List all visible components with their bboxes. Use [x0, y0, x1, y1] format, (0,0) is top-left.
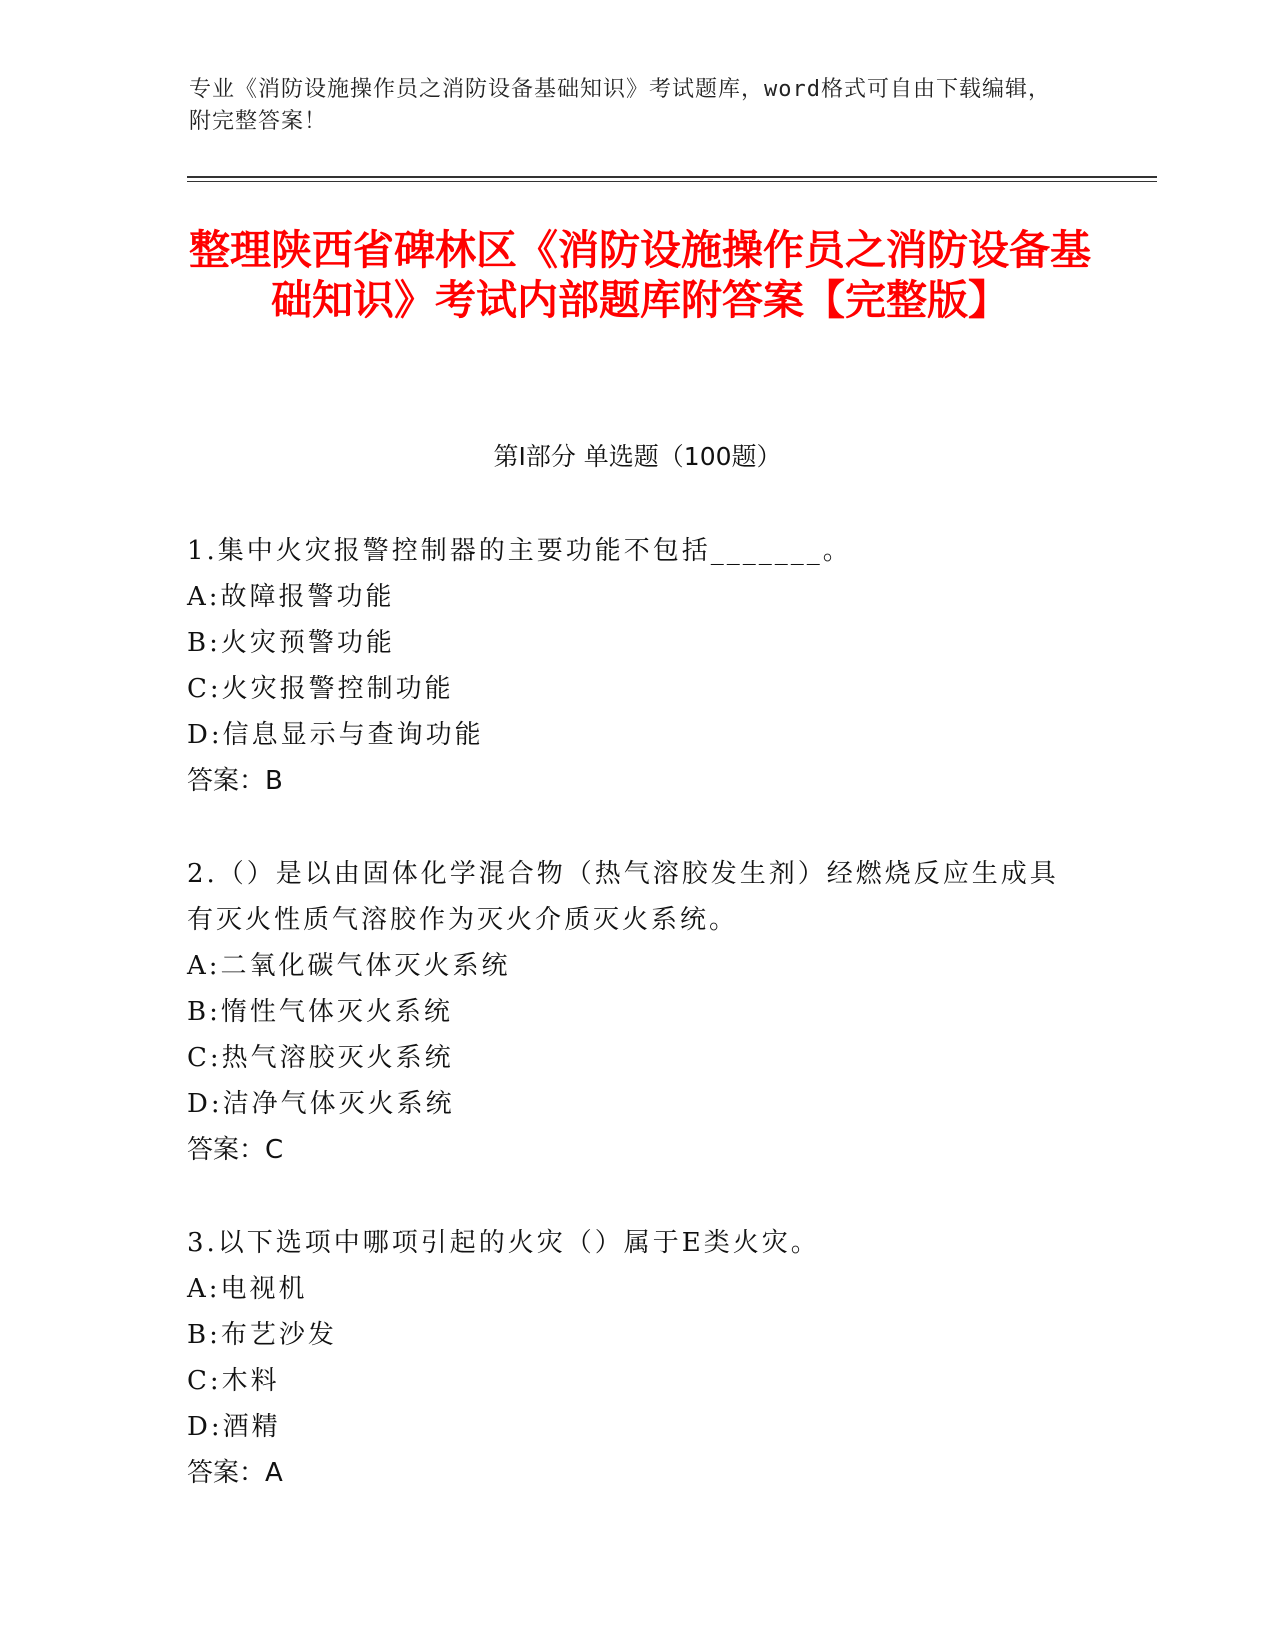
option-a: A:二氧化碳气体灭火系统 [187, 951, 511, 981]
answer: 答案：B [187, 766, 283, 796]
section-heading: 第Ⅰ部分 单选题（100题） [493, 442, 782, 471]
question-stem: 2.（）是以由固体化学混合物（热气溶胶发生剂）经燃烧反应生成具有灭火性质气溶胶作为灭火介质灭火系统。 [187, 859, 1059, 935]
header-rule-thin [187, 181, 1157, 182]
answer: 答案：C [187, 1135, 284, 1165]
option-c: C:热气溶胶灭火系统 [187, 1043, 454, 1073]
option-d: D:信息显示与查询功能 [187, 720, 484, 750]
option-d: D:洁净气体灭火系统 [187, 1089, 455, 1119]
question-1 [187, 528, 1087, 804]
option-a: A:电视机 [187, 1274, 308, 1304]
option-d: D:酒精 [187, 1412, 281, 1442]
question-stem: 1.集中火灾报警控制器的主要功能不包括_______。 [187, 536, 852, 566]
option-c: C:火灾报警控制功能 [187, 674, 454, 704]
header-note: 专业《消防设施操作员之消防设备基础知识》考试题库，word格式可自由下载编辑，附完整答案！ [189, 77, 1051, 134]
option-a: A:故障报警功能 [187, 582, 395, 612]
option-c: C:木料 [187, 1366, 280, 1396]
document-title: 整理陕西省碑林区《消防设施操作员之消防设备基础知识》考试内部题库附答案【完整版】 [189, 226, 1091, 324]
question-3 [187, 1220, 1087, 1496]
option-b: B:布艺沙发 [187, 1320, 337, 1350]
question-stem: 3.以下选项中哪项引起的火灾（）属于E类火灾。 [187, 1228, 820, 1258]
header-rule-thick [187, 176, 1157, 178]
option-b: B:火灾预警功能 [187, 628, 395, 658]
question-list [187, 528, 1087, 1543]
answer: 答案：A [187, 1458, 283, 1488]
option-b: B:惰性气体灭火系统 [187, 997, 453, 1027]
question-2 [187, 851, 1087, 1173]
